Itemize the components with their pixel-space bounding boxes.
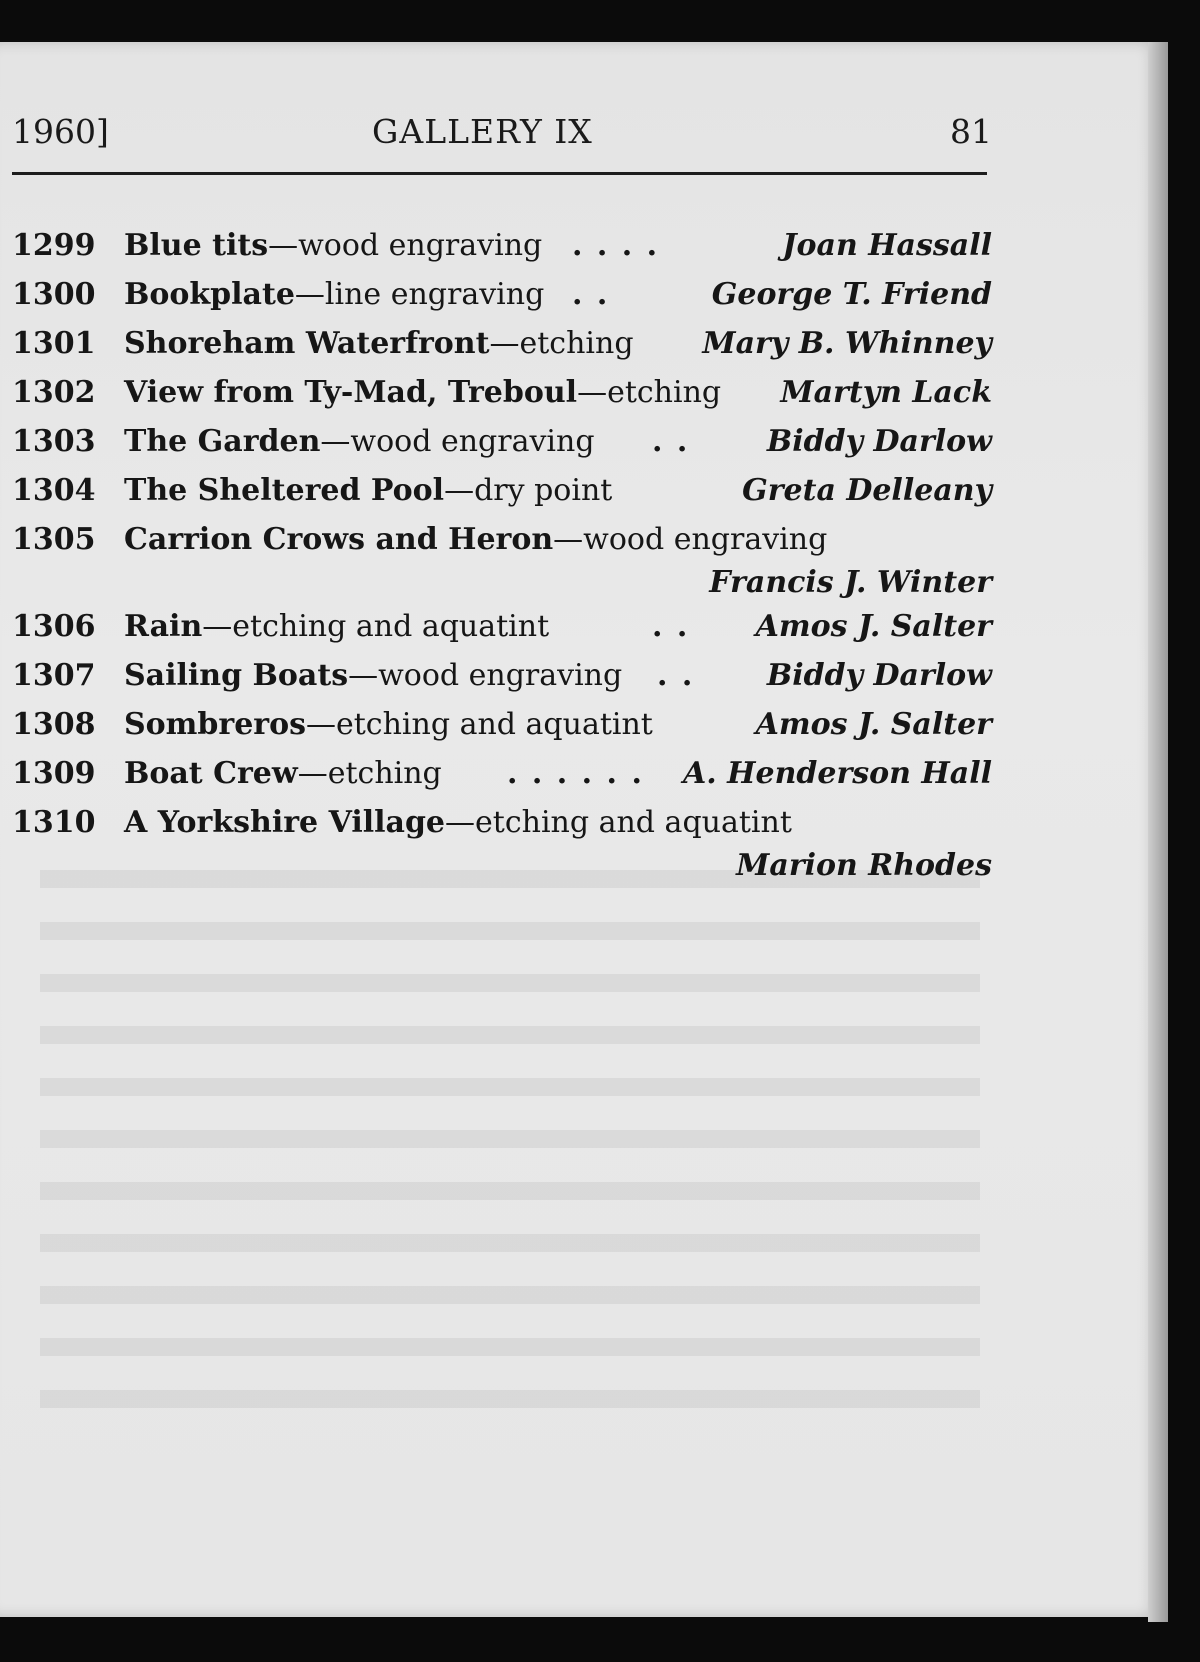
entry-title: Blue tits—wood engraving <box>124 228 543 263</box>
catalogue-entry <box>12 658 992 707</box>
entry-number: 1301 <box>12 326 96 361</box>
catalogue-entry <box>12 707 992 756</box>
catalogue-entry <box>12 375 992 424</box>
entry-title: The Garden—wood engraving <box>124 424 595 459</box>
catalogue-entry <box>12 326 992 375</box>
header-year: 1960] <box>12 112 109 151</box>
entry-title: A Yorkshire Village—etching and aquatint <box>124 805 792 840</box>
entry-number: 1304 <box>12 473 96 508</box>
entry-number: 1305 <box>12 522 96 557</box>
entry-artist: Joan Hassall <box>782 228 992 263</box>
entry-number: 1309 <box>12 756 96 791</box>
page-edge <box>1148 42 1168 1622</box>
entry-title: Rain—etching and aquatint <box>124 609 550 644</box>
entry-title: View from Ty-Mad, Treboul—etching <box>124 375 722 410</box>
entry-artist: Biddy Darlow <box>766 424 992 459</box>
catalogue-entry <box>12 228 992 277</box>
entry-number: 1300 <box>12 277 96 312</box>
entry-title: Boat Crew—etching <box>124 756 442 791</box>
leader-dots: . . . . . . <box>507 756 644 791</box>
entry-artist: A. Henderson Hall <box>682 756 992 791</box>
leader-dots: . . <box>652 609 690 644</box>
entry-title: The Sheltered Pool—dry point <box>124 473 613 508</box>
entry-artist: Amos J. Salter <box>755 707 992 742</box>
catalogue-entry <box>12 609 992 658</box>
leader-dots: . . <box>652 424 690 459</box>
entry-number: 1307 <box>12 658 96 693</box>
entry-title: Sailing Boats—wood engraving <box>124 658 623 693</box>
entry-artist: Greta Delleany <box>742 473 992 508</box>
entry-artist: Marion Rhodes <box>736 848 992 883</box>
entry-number: 1303 <box>12 424 96 459</box>
entry-title: Bookplate—line engraving <box>124 277 545 312</box>
catalogue-entry <box>12 473 992 522</box>
leader-dots: . . . . <box>572 228 660 263</box>
running-header <box>12 112 992 162</box>
catalogue-entry <box>12 522 992 609</box>
entry-number: 1302 <box>12 375 96 410</box>
header-rule <box>12 172 987 175</box>
entry-artist: Amos J. Salter <box>755 609 992 644</box>
entry-artist: Mary B. Whinney <box>702 326 992 361</box>
catalogue-entry <box>12 424 992 473</box>
leader-dots: . . <box>657 658 695 693</box>
entry-number: 1308 <box>12 707 96 742</box>
entry-artist: George T. Friend <box>711 277 992 312</box>
entry-artist: Francis J. Winter <box>709 565 992 600</box>
leader-dots: . . <box>572 277 610 312</box>
entry-artist: Biddy Darlow <box>766 658 992 693</box>
show-through-text <box>40 870 980 1410</box>
catalogue-entry <box>12 756 992 805</box>
catalogue-entry <box>12 277 992 326</box>
catalogue-list <box>12 228 992 892</box>
entry-number: 1310 <box>12 805 96 840</box>
header-page-number: 81 <box>950 112 992 151</box>
entry-artist: Martyn Lack <box>780 375 992 410</box>
entry-title: Carrion Crows and Heron—wood engraving <box>124 522 828 557</box>
entry-number: 1299 <box>12 228 96 263</box>
entry-title: Shoreham Waterfront—etching <box>124 326 634 361</box>
header-title: GALLERY IX <box>372 112 593 151</box>
entry-title: Sombreros—etching and aquatint <box>124 707 653 742</box>
entry-number: 1306 <box>12 609 96 644</box>
